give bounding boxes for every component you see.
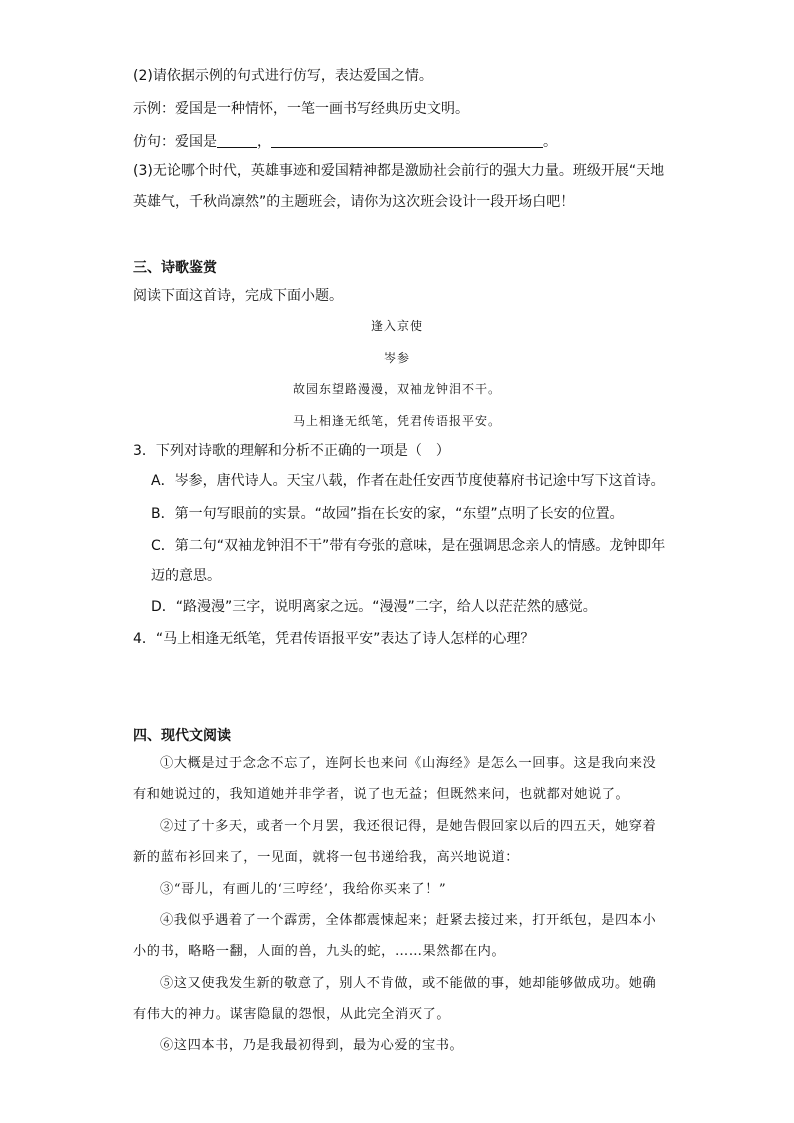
option-c-line1: C．第二句“双袖龙钟泪不干”带有夸张的意味，是在强调思念亲人的情感。龙钟即年 (151, 538, 666, 554)
q3-line2: 英雄气，千秋尚凛然”的主题班会，请你为这次班会设计一段开场白吧！ (133, 194, 575, 210)
para5-line2: 有伟大的神力。谋害隐鼠的怨恨，从此完全消灭了。 (133, 1007, 451, 1022)
para3: ③“哥儿，有画儿的‘三哼经’，我给你买来了！” (160, 882, 447, 897)
poem-line1: 故园东望路漫漫，双袖龙钟泪不干。 (292, 382, 501, 396)
imitate-blank-long[interactable] (271, 133, 543, 148)
section3-instruction: 阅读下面这首诗，完成下面小题。 (133, 288, 343, 304)
section3-heading: 三、诗歌鉴赏 (133, 260, 217, 276)
para2-line2: 新的蓝布衫回来了，一见面，就将一包书递给我，高兴地说道： (133, 850, 520, 865)
q2-prompt: (2)请依据示例的句式进行仿写，表达爱国之情。 (133, 68, 433, 84)
example-sentence: 示例：爱国是一种情怀，一笔一画书写经典历史文明。 (133, 101, 469, 117)
poem-title: 逢入京使 (370, 319, 423, 333)
para5-line1: ⑤这又使我发生新的敬意了，别人不肯做，或不能做的事，她却能够做成功。她确 (160, 976, 657, 991)
imitate-line (133, 132, 557, 152)
para6: ⑥这四本书，乃是我最初得到，最为心爱的宝书。 (160, 1038, 464, 1053)
para4-line2: 小的书，略略一翻，人面的兽，九头的蛇，……果然都在内。 (133, 944, 506, 959)
option-a: A．岑参，唐代诗人。天宝八载，作者在赴任安西节度使幕府书记途中写下这首诗。 (151, 473, 665, 489)
question-4: 4．“马上相逢无纸笔，凭君传语报平安”表达了诗人怎样的心理？ (133, 631, 535, 647)
imitate-blank-short[interactable] (217, 133, 257, 148)
poem-author: 岑参 (383, 351, 410, 365)
poem-line2: 马上相逢无纸笔，凭君传语报平安。 (292, 414, 501, 428)
option-c-line2: 迈的意思。 (151, 568, 221, 584)
section4-heading: 四、现代文阅读 (133, 728, 231, 744)
q3-line1: (3)无论哪个时代，英雄事迹和爱国精神都是激励社会前行的强大力量。班级开展“天地 (133, 163, 665, 179)
para4-line1: ④我似乎遇着了一个霹雳，全体都震悚起来；赶紧去接过来，打开纸包，是四本小 (160, 913, 657, 928)
question-3: 3．下列对诗歌的理解和分析不正确的一项是（ ） (133, 443, 450, 459)
imitate-end: 。 (543, 134, 557, 150)
option-b: B．第一句写眼前的实景。“故园”指在长安的家，“东望”点明了长安的位置。 (151, 506, 624, 522)
imitate-comma: ， (257, 134, 271, 150)
para1-line1: ①大概是过于念念不忘了，连阿长也来问《山海经》是怎么一回事。这是我向来没 (160, 756, 657, 771)
para2-line1: ②过了十多天，或者一个月罢，我还很记得，是她告假回家以后的四五天，她穿着 (160, 819, 657, 834)
option-d: D．“路漫漫”三字，说明离家之远。“漫漫”二字，给人以茫茫然的感觉。 (151, 599, 597, 615)
imitate-prefix: 仿句：爱国是 (133, 134, 217, 150)
para1-line2: 有和她说过的，我知道她并非学者，说了也无益；但既然来问，也就都对她说了。 (133, 787, 630, 802)
